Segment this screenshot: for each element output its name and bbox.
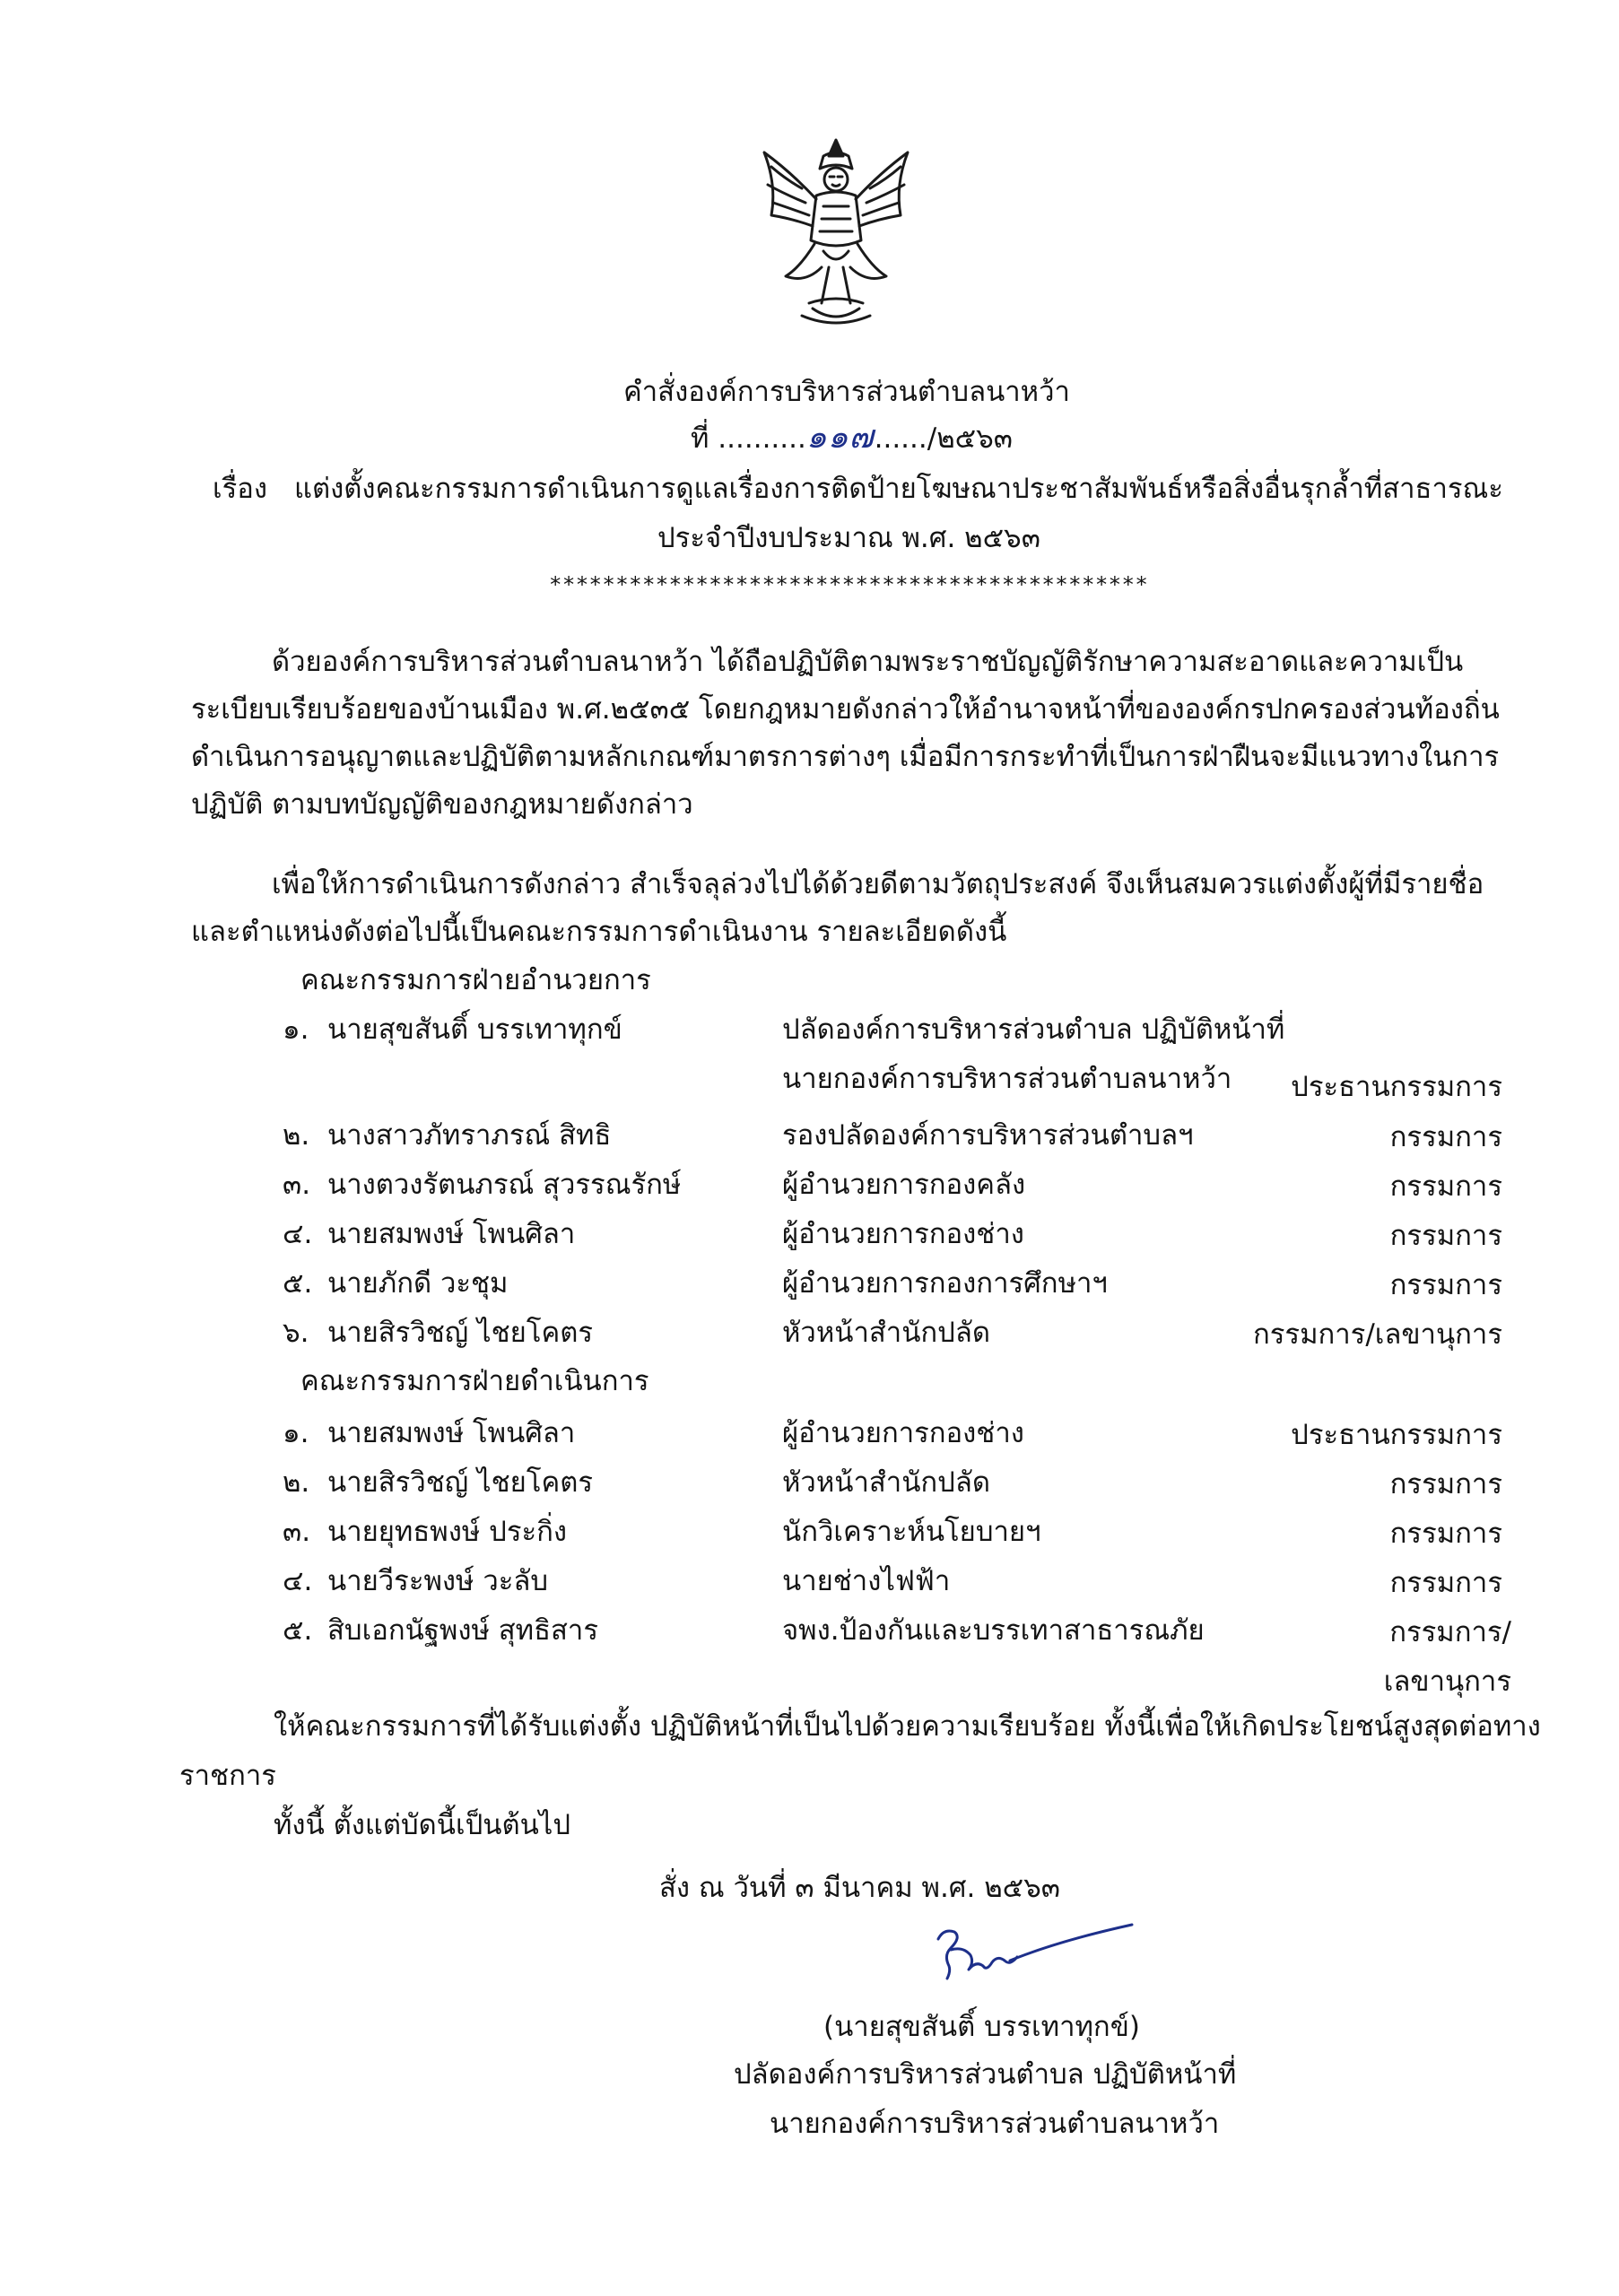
order-number-handwritten: ๑๑๗	[805, 419, 875, 456]
member-position: นักวิเคราะห์นโยบายฯ	[782, 1516, 1041, 1548]
order-number-dots-after: ......	[874, 422, 927, 455]
member-number: ๔.	[283, 1565, 313, 1597]
member-name: สิบเอกนัฐพงษ์ สุทธิสาร	[327, 1614, 598, 1647]
order-date: สั่ง ณ วันที่ ๓ มีนาคม พ.ศ. ๒๕๖๓	[659, 1872, 1060, 1904]
member-position: รองปลัดองค์การบริหารส่วนตำบลฯ	[782, 1119, 1194, 1152]
member-name: นายสิรวิชญ์ ไชยโคตร	[327, 1317, 594, 1349]
member-number: ๒.	[283, 1119, 310, 1152]
member-position: หัวหน้าสำนักปลัด	[782, 1466, 990, 1499]
member-number: ๕.	[283, 1267, 313, 1300]
member-number: ๕.	[283, 1614, 313, 1647]
member-position: ปลัดองค์การบริหารส่วนตำบล ปฏิบัติหน้าที่	[782, 1013, 1285, 1046]
member-role: กรรมการ/เลขานุการ	[1253, 1318, 1502, 1351]
committee-admin-heading: คณะกรรมการฝ่ายอำนวยการ	[300, 964, 651, 996]
committee-ops-heading: คณะกรรมการฝ่ายดำเนินการ	[300, 1365, 649, 1397]
member-name: นายสุขสันติ์ บรรเทาทุกข์	[327, 1013, 622, 1046]
member-position: นายช่างไฟฟ้า	[782, 1565, 951, 1597]
subject-line-1: แต่งตั้งคณะกรรมการดำเนินการดูแลเรื่องการติดป้ายโฆษณาประชาสัมพันธ์หรือสิ่งอื่นรุกล้ำที่สาธารณะ	[294, 473, 1503, 505]
member-role: กรรมการ	[1389, 1518, 1502, 1550]
body-paragraph-1: ด้วยองค์การบริหารส่วนตำบลนาหว้า ได้ถือปฏิบัติตามพระราชบัญญัติรักษาความสะอาดและความเป็นระเบียบเรียบร้อยของบ้านเมือง พ.ศ.๒๕๓๕ โดยกฎหมายดังกล่าวให้อำนาจหน้าที่ขององค์กรปกครองส่วนท้องถิ่นดำเนินการอนุญาตและปฏิบัติตามหลักเกณฑ์มาตรการต่างๆ เมื่อมีการกระทำที่เป็นการฝ่าฝืนจะมีแนวทางในการปฏิบัติ ตามบทบัญญัติของกฎหมายดังกล่าว	[191, 646, 1500, 821]
member-number: ๑.	[283, 1417, 309, 1449]
order-title: คำสั่งองค์การบริหารส่วนตำบลนาหว้า	[623, 376, 1070, 408]
member-role: กรรมการ	[1389, 1269, 1502, 1301]
member-number: ๖.	[283, 1317, 309, 1349]
member-number: ๓.	[283, 1516, 311, 1548]
member-role: กรรมการ	[1389, 1220, 1502, 1252]
member-position: หัวหน้าสำนักปลัด	[782, 1317, 990, 1349]
member-name: นายสมพงษ์ โพนศิลา	[327, 1417, 576, 1449]
member-position: ผู้อำนวยการกองช่าง	[782, 1218, 1024, 1250]
member-name: นางสาวภัทราภรณ์ สิทธิ	[327, 1119, 612, 1152]
member-position: ผู้อำนวยการกองช่าง	[782, 1417, 1024, 1449]
member-name: นายสิรวิชญ์ ไชยโคตร	[327, 1466, 594, 1499]
divider: *********************************************	[549, 572, 1149, 597]
member-name: นายวีระพงษ์ วะลับ	[327, 1565, 549, 1597]
signatory-name: (นายสุขสันติ์ บรรเทาทุกข์)	[823, 2011, 1140, 2043]
order-number-suffix: /๒๕๖๓	[927, 422, 1013, 455]
member-role: กรรมการ	[1389, 1170, 1502, 1203]
member-role: ประธานกรรมการ	[1291, 1071, 1502, 1103]
member-name: นางตวงรัตนภรณ์ สุวรรณรักษ์	[327, 1169, 682, 1201]
member-number: ๒.	[283, 1466, 310, 1499]
member-position: จพง.ป้องกันและบรรเทาสาธารณภัย	[782, 1614, 1205, 1647]
member-role: กรรมการ/	[1389, 1616, 1511, 1648]
member-number: ๑.	[283, 1013, 309, 1046]
closing-line-2: ทั้งนี้ ตั้งแต่บัดนี้เป็นต้นไป	[274, 1809, 571, 1841]
member-number: ๓.	[283, 1169, 311, 1201]
member-role: กรรมการ	[1389, 1468, 1502, 1500]
signature-mark	[924, 1919, 1139, 1991]
member-position: ผู้อำนวยการกองคลัง	[782, 1169, 1026, 1201]
member-name: นายยุทธพงษ์ ประกิ่ง	[327, 1516, 568, 1548]
member-role: กรรมการ	[1389, 1121, 1502, 1153]
closing-line-1: ให้คณะกรรมการที่ได้รับแต่งตั้ง ปฏิบัติหน้าที่เป็นไปด้วยความเรียบร้อย ทั้งนี้เพื่อให้เกิดประโยชน์สูงสุดต่อทาง	[274, 1710, 1541, 1743]
member-number: ๔.	[283, 1218, 313, 1250]
subject-label: เรื่อง	[213, 473, 268, 505]
member-position: ผู้อำนวยการกองการศึกษาฯ	[782, 1267, 1108, 1300]
member-role-cont: เลขานุการ	[1383, 1665, 1511, 1698]
member-position-cont: นายกองค์การบริหารส่วนตำบลนาหว้า	[782, 1063, 1232, 1095]
order-number-dots: ..........	[718, 422, 806, 455]
member-role: กรรมการ	[1389, 1567, 1502, 1599]
order-number	[691, 420, 1013, 457]
subject-line-2: ประจำปีงบประมาณ พ.ศ. ๒๕๖๓	[657, 522, 1040, 554]
signatory-position-1: ปลัดองค์การบริหารส่วนตำบล ปฏิบัติหน้าที่	[734, 2058, 1237, 2091]
member-name: นายภักดี วะชุม	[327, 1267, 509, 1300]
member-role: ประธานกรรมการ	[1291, 1419, 1502, 1451]
member-name: นายสมพงษ์ โพนศิลา	[327, 1218, 576, 1250]
order-number-label: ที่	[691, 422, 709, 455]
signatory-position-2: นายกองค์การบริหารส่วนตำบลนาหว้า	[770, 2108, 1220, 2140]
body-paragraph-2: เพื่อให้การดำเนินการดังกล่าว สำเร็จลุล่วงไปได้ด้วยดีตามวัตถุประสงค์ จึงเห็นสมควรแต่งตั้งผู้ที่มีรายชื่อและตำแหน่งดังต่อไปนี้เป็นคณะกรรมการดำเนินงาน รายละเอียดดังนี้	[191, 868, 1484, 948]
closing-line-1b: ราชการ	[179, 1760, 276, 1792]
garuda-emblem-icon	[746, 133, 926, 332]
